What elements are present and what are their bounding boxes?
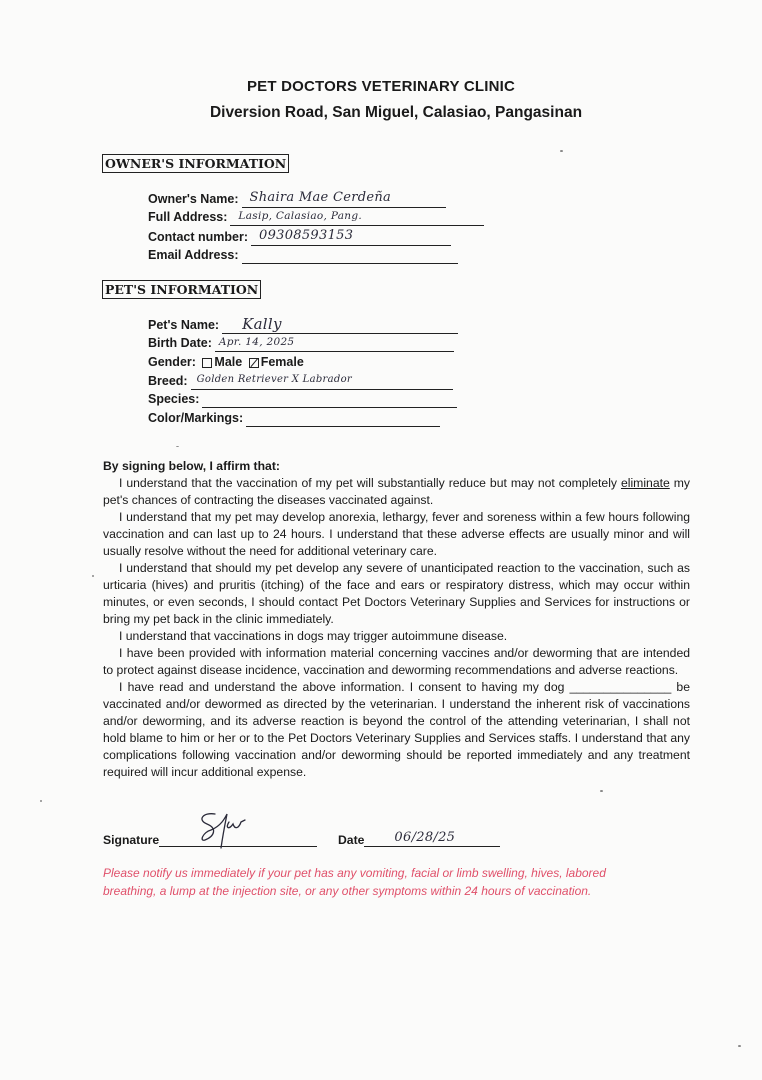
consent-paragraph-1 xyxy=(103,475,690,509)
gender-male-label: Male xyxy=(214,355,243,369)
scan-speck xyxy=(738,1045,741,1047)
scan-speck xyxy=(560,150,563,152)
clinic-name: PET DOCTORS VETERINARY CLINIC xyxy=(246,78,516,95)
color-markings-label: Color/Markings: xyxy=(148,411,244,425)
breed-label: Breed: xyxy=(148,374,188,388)
contact-number-row xyxy=(148,228,451,246)
species-row xyxy=(148,390,457,408)
email-row xyxy=(148,246,458,264)
date-value: 06/28/25 xyxy=(394,830,456,845)
scan-speck xyxy=(600,790,603,792)
consent-text xyxy=(103,458,690,781)
owners-name-row xyxy=(148,190,446,208)
pets-name-value: Kally xyxy=(242,315,282,333)
contact-number-label: Contact number: xyxy=(148,230,248,244)
gender-female-label: Female xyxy=(260,355,304,369)
notification-notice: Please notify us immediately if your pet has any vomiting, facial or limb swelling, hives, labored breathing, a lump at the injection site, or any other symptoms within 24 hours of vaccination. xyxy=(103,866,606,898)
birth-date-value: Apr. 14, 2025 xyxy=(218,336,295,348)
consent-paragraph-3: I understand that should my pet develop any severe of unanticipated reaction to the vaccination, such as urticaria (hives) and pruritis (itching) of the face and ears or respiratory distress, which may occur within minutes, or even seconds, I should contact Pet Doctors Veterinary Supplies and Services for instructions or bring my pet back in the clinic immediately. xyxy=(103,561,690,626)
consent-paragraph-2: I understand that my pet may develop anorexia, lethargy, fever and soreness within a few hours following vaccination and can last up to 24 hours. I understand that these adverse effects are usually minor and will usually resolve without the need for additional veterinary care. xyxy=(103,510,690,558)
consent-p1-text-b: my pet's chances of contracting the diseases vaccinated against. xyxy=(103,476,690,507)
email-label: Email Address: xyxy=(148,248,239,262)
breed-value: Golden Retriever X Labrador xyxy=(196,374,352,385)
breed-field[interactable] xyxy=(191,373,453,390)
owners-name-value: Shaira Mae Cerdeña xyxy=(249,190,392,205)
date-field[interactable] xyxy=(364,830,500,847)
signature-label: Signature xyxy=(103,833,160,847)
consent-p6-text-a: I have read and understand the above information. I consent to having my dog xyxy=(119,680,570,694)
birth-date-row xyxy=(148,334,454,352)
owner-section-heading: OWNER'S INFORMATION xyxy=(102,154,289,173)
full-address-field[interactable] xyxy=(230,209,484,226)
owners-name-label: Owner's Name: xyxy=(148,192,239,206)
handwritten-signature xyxy=(185,808,265,852)
gender-male-checkbox[interactable] xyxy=(202,358,212,368)
consent-intro: By signing below, I affirm that: xyxy=(103,459,280,473)
signature-field[interactable] xyxy=(159,830,317,847)
breed-row xyxy=(148,372,453,390)
email-field[interactable] xyxy=(242,247,458,264)
gender-label: Gender: xyxy=(148,355,196,369)
owners-name-field[interactable] xyxy=(242,191,446,208)
color-markings-row xyxy=(148,409,440,427)
consent-paragraph-5: I have been provided with information material concerning vaccines and/or deworming that are intended to protect against disease incidence, vaccination and deworming recommendations and adverse reactions. xyxy=(103,646,690,677)
full-address-row xyxy=(148,208,484,226)
color-markings-field[interactable] xyxy=(246,410,440,427)
birth-date-field[interactable] xyxy=(215,335,454,352)
birth-date-label: Birth Date: xyxy=(148,336,212,350)
gender-female-checkbox[interactable] xyxy=(249,358,259,368)
full-address-label: Full Address: xyxy=(148,210,228,224)
contact-number-value: 09308593153 xyxy=(259,228,354,243)
contact-number-field[interactable] xyxy=(251,229,451,246)
consent-p1-text-a: I understand that the vaccination of my pet will substantially reduce but may not completely xyxy=(119,476,621,490)
gender-row xyxy=(148,353,304,371)
pets-name-row xyxy=(148,316,458,334)
date-label: Date xyxy=(338,833,365,847)
consent-p6-text-b: be vaccinated and/or dewormed as directed by the veterinarian. I understand the inherent risk of vaccinations and/or deworming, and its adverse reaction is beyond the control of the attending veterinarian, I shall not hold blame to him or her or to the Pet Doctors Veterinary Supplies and Services staffs. I understand that any complications following vaccination and/or deworming should be reported immediately and any treatment required will incur additional expense. xyxy=(103,680,690,779)
signature-row xyxy=(103,830,500,847)
species-field[interactable] xyxy=(202,391,457,408)
scan-speck xyxy=(176,446,179,447)
pets-name-label: Pet's Name: xyxy=(148,318,220,332)
consent-paragraph-6 xyxy=(103,679,690,781)
full-address-value: Lasip, Calasiao, Pang. xyxy=(238,210,362,222)
pets-name-field[interactable] xyxy=(222,317,458,334)
dog-name-blank[interactable]: _______________ xyxy=(569,680,672,694)
consent-p1-underlined: eliminate xyxy=(620,476,670,490)
species-label: Species: xyxy=(148,392,200,406)
pet-section-heading: PET'S INFORMATION xyxy=(102,280,261,299)
clinic-address: Diversion Road, San Miguel, Calasiao, Pangasinan xyxy=(209,104,583,121)
scan-speck xyxy=(92,575,94,577)
consent-paragraph-4: I understand that vaccinations in dogs may trigger autoimmune disease. xyxy=(119,629,508,643)
scan-speck xyxy=(40,800,42,802)
